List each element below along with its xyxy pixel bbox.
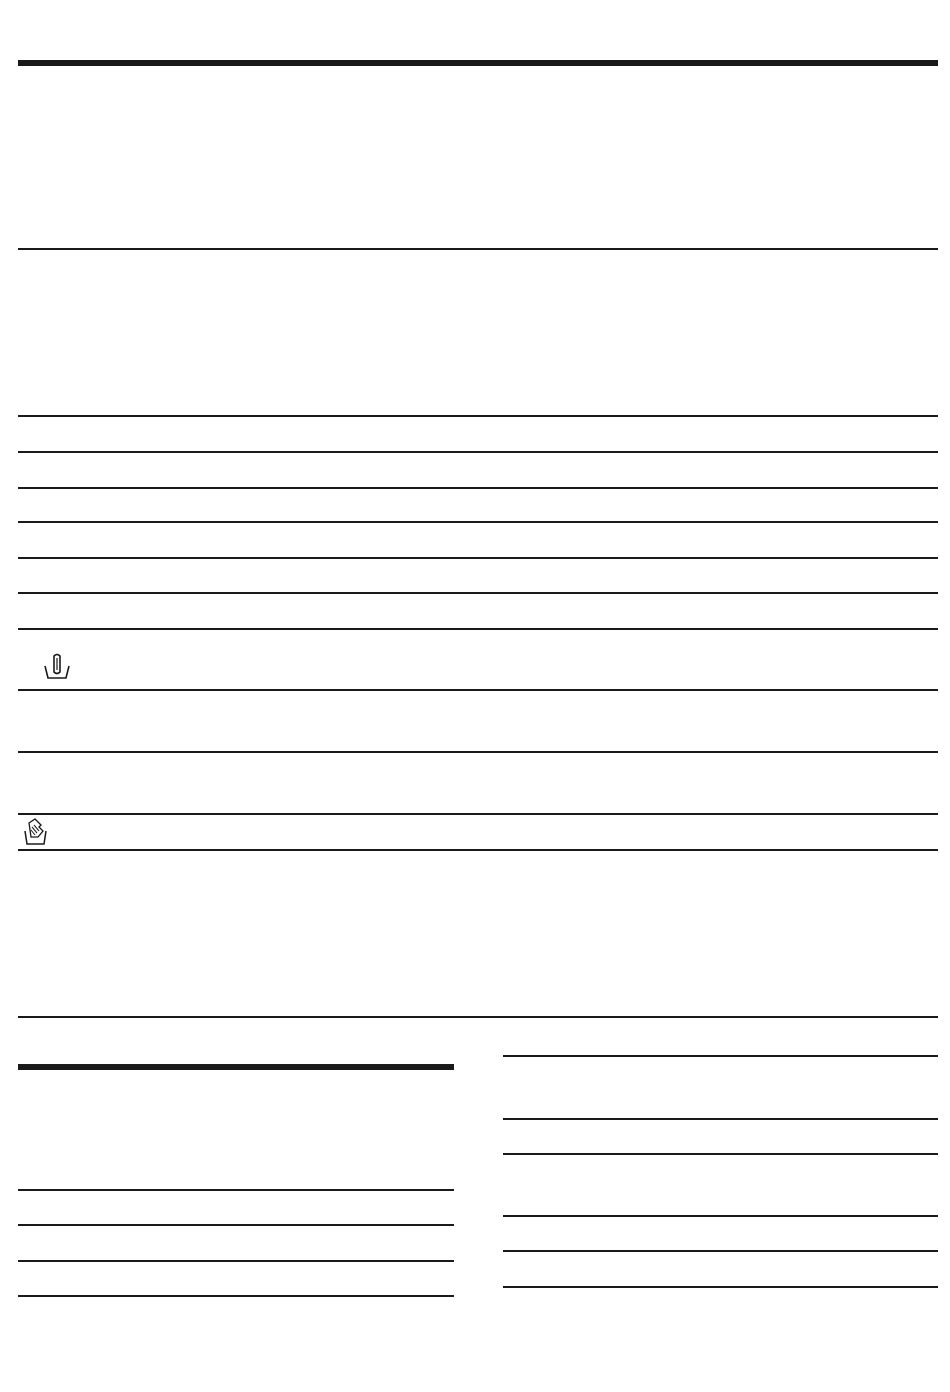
main-table-row <box>18 630 938 689</box>
top-section-rule <box>18 60 938 66</box>
main-table-row-rule <box>18 415 938 417</box>
main-table-row-rule <box>18 689 938 691</box>
lower-right-row-rule <box>503 1215 938 1217</box>
lower-right-row-rule <box>503 1250 938 1252</box>
main-table-row-rule <box>18 592 938 594</box>
main-table-row-rule <box>18 451 938 453</box>
lower-left-row-rule <box>18 1189 454 1191</box>
lower-left-section-rule <box>18 1064 454 1070</box>
main-table-row-rule <box>18 849 938 851</box>
main-table-row <box>18 815 938 849</box>
hand-wash-drum-icon <box>22 817 50 847</box>
lower-right-row-rule <box>503 1286 938 1288</box>
lower-left-row-rule <box>18 1224 454 1226</box>
lower-left-row-rule <box>18 1295 454 1297</box>
lower-right-row-rule <box>503 1055 938 1057</box>
lower-right-row-rule <box>503 1118 938 1120</box>
lower-right-row-rule <box>503 1153 938 1155</box>
lower-left-row-rule <box>18 1260 454 1262</box>
main-table-header-rule <box>18 248 938 250</box>
main-table-row-rule <box>18 487 938 489</box>
main-table-bottom-rule <box>18 1016 938 1018</box>
hand-wash-tub-icon <box>42 652 72 680</box>
main-table-row-rule <box>18 521 938 523</box>
main-table-row-rule <box>18 751 938 753</box>
main-table-row-rule <box>18 557 938 559</box>
